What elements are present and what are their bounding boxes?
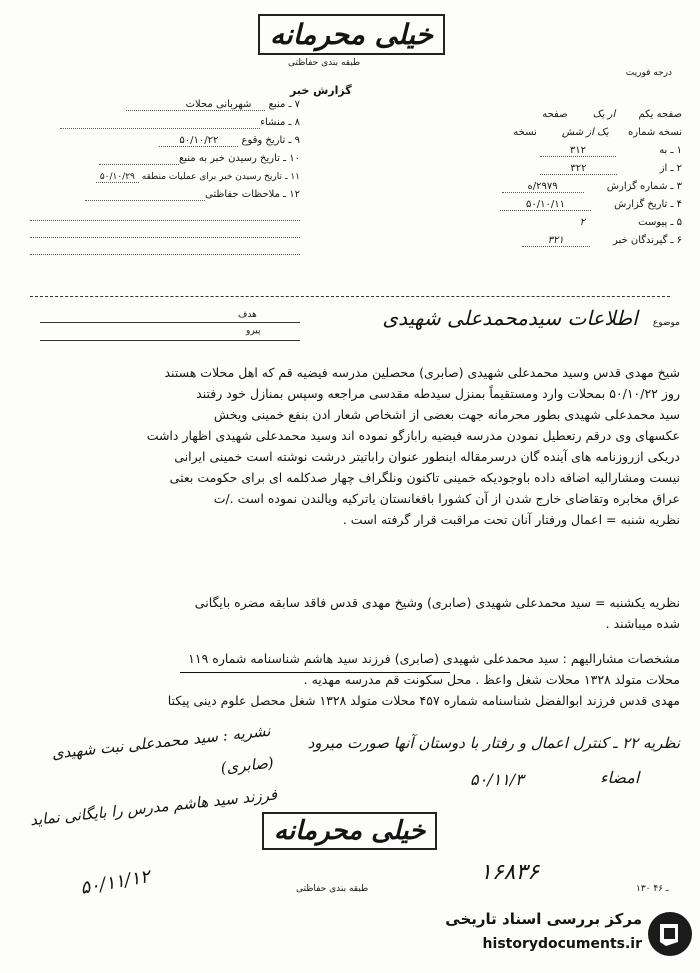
form-right-row: صفحه یکم ار یک صفحه	[542, 109, 682, 120]
side-labels-divider	[40, 322, 300, 323]
form-left-row: ۱۱ ـ تاریخ رسیدن خبر برای عملیات منطقه ۵۰/۱۰/۲۹	[30, 168, 300, 186]
brand-logo-icon	[648, 912, 692, 956]
handwritten-archive-number: ۱۶۸۳۶	[480, 860, 540, 885]
subject-line	[340, 306, 680, 330]
handwritten-signature-right: امضاء	[600, 768, 640, 787]
brand-url: historydocuments.ir	[482, 936, 642, 952]
body-line: شیخ مهدی قدس وسید محمدعلی شهیدی (صابری) محصلین مدرسه فیضیه قم که اهل محلات هستند	[164, 365, 680, 380]
form-left-row: ۷ ـ منبع شهربانی محلات	[30, 96, 300, 114]
opinion-line: نظریه یکشنبه = سید محمدعلی شهیدی (صابری) وشیخ مهدی قدس فاقد سابقه مضره بایگانی	[194, 595, 680, 610]
follow-up-label: پیرو	[246, 326, 261, 336]
opinion-block	[30, 592, 680, 634]
body-line: دریکی ازروزنامه های آینده گان درسرمقاله اینطور عنوان راباتیتر درشت نوشته است خمینی ایرانی	[174, 449, 680, 464]
body-line: نظریه شنبه = اعمال ورفتار آنان تحت مراقبت قرار گرفته است .	[342, 512, 680, 527]
brand-name: مرکز بررسی اسناد تاریخی	[445, 910, 642, 928]
form-right-row: نسخه شماره یک از شش نسخه	[513, 127, 682, 138]
body-line: نیست ومشارالیه اضافه داده باوجودیکه خمینی تاکنون ونلگراف چهار صدکلمه ای برای حکومت بعثی	[169, 470, 680, 485]
handwritten-note-right: نظریه ۲۲ ـ کنترل اعمال و رفتار با دوستان آنها صورت میرود	[307, 734, 680, 752]
form-right-row: ۱ ـ به ۳۱۲	[392, 142, 682, 160]
body-line: روز ۵۰/۱۰/۲۲ بمحلات وارد ومستقیماً بمنزل سیدطه مقدسی مراجعه وسپس بمنازل خود رفتند	[196, 386, 680, 401]
form-right-row: ۴ ـ تاریخ گزارش ۵۰/۱۰/۱۱	[392, 196, 682, 214]
side-labels-divider	[40, 340, 300, 341]
header-divider	[30, 296, 670, 297]
identity-line: مشخصات مشارالیهم : سید محمدعلی شهیدی (صابری) فرزند سید هاشم شناسنامه شماره ۱۱۹	[188, 651, 680, 666]
form-left-blank-line	[30, 221, 300, 238]
body-line: عکسهای وی درقم رتعطیل نمودن مدرسه فیضیه رابازگو نموده اند وسید محمدعلی شهیدی اظهار داشت	[146, 428, 680, 443]
target-label: هدف	[238, 310, 257, 320]
opinion-line: شده میباشند .	[605, 616, 680, 631]
form-left-row: ۸ ـ منشاء	[30, 114, 300, 132]
brand-watermark	[410, 906, 692, 966]
urgency-label: درجه فوریت	[625, 68, 672, 78]
form-left-row: ۱۲ ـ ملاحظات حفاظتی	[30, 186, 300, 204]
identity-line: مهدی قدس فرزند ابوالفضل شناسنامه شماره ۴۵۷ محلات متولد ۱۳۲۸ شغل محصل علوم دینی پیکتا	[167, 693, 680, 708]
top-classification-stamp: خیلی محرمانه	[258, 14, 445, 55]
handwritten-date-right: ۵۰/۱۱/۳	[470, 770, 524, 789]
bottom-classification-stamp: خیلی محرمانه	[262, 812, 437, 850]
form-right	[392, 106, 682, 250]
form-right-row: ۶ ـ گیرندگان خبر ۳۲۱	[392, 232, 682, 250]
handwritten-note-left	[10, 715, 279, 838]
report-body	[30, 362, 680, 530]
identity-underline	[180, 672, 450, 673]
body-line: سید محمدعلی شهیدی بطور محرمانه جهت بعضی از اشخاص شعار ادن بنفع خمینی ویخش	[213, 407, 680, 422]
report-title: گزارش خبر	[290, 84, 352, 97]
bottom-classification-label: طبقه بندی حفاظتی	[296, 884, 369, 894]
top-classification-label: طبقه بندی حفاظتی	[288, 58, 361, 68]
form-right-row: ۲ ـ از ۳۲۲	[392, 160, 682, 178]
identity-block	[20, 648, 680, 711]
form-right-row: ۵ ـ پیوست ۲	[579, 217, 682, 228]
form-left-row: ۱۰ ـ تاریخ رسیدن خبر به منبع	[30, 150, 300, 168]
subject-text: اطلاعات سیدمحمدعلی شهیدی	[382, 306, 638, 330]
handwritten-date-left: ۵۰/۱۱/۱۲	[78, 866, 152, 899]
form-left-row: ۹ ـ تاریخ وقوع ۵۰/۱۰/۲۲	[30, 132, 300, 150]
form-code: ۱۳۰ ـ ۴۶	[636, 884, 669, 894]
form-left-blank-line	[30, 204, 300, 221]
form-left-blank-line	[30, 238, 300, 255]
body-line: عراق مخابره وتقاضای خارج شدن از آن کشورا بافغانستان یاترکیه ویالندن نموده است ./ت	[213, 491, 680, 506]
form-left	[30, 96, 300, 255]
handwritten-left-line: نشریه : سید محمدعلی نبت شهیدی (صابری)	[50, 721, 275, 778]
handwritten-left-line: فرزند سید هاشم مدرس را بایگانی نماید	[29, 785, 278, 830]
subject-label: موضوع	[652, 318, 680, 328]
identity-line: محلات متولد ۱۳۲۸ محلات شغل واعظ . محل سکونت قم مدرسه مهدیه .	[303, 672, 680, 687]
form-right-row: ۳ ـ شماره گزارش ۲۹۷۹/ه	[392, 178, 682, 196]
